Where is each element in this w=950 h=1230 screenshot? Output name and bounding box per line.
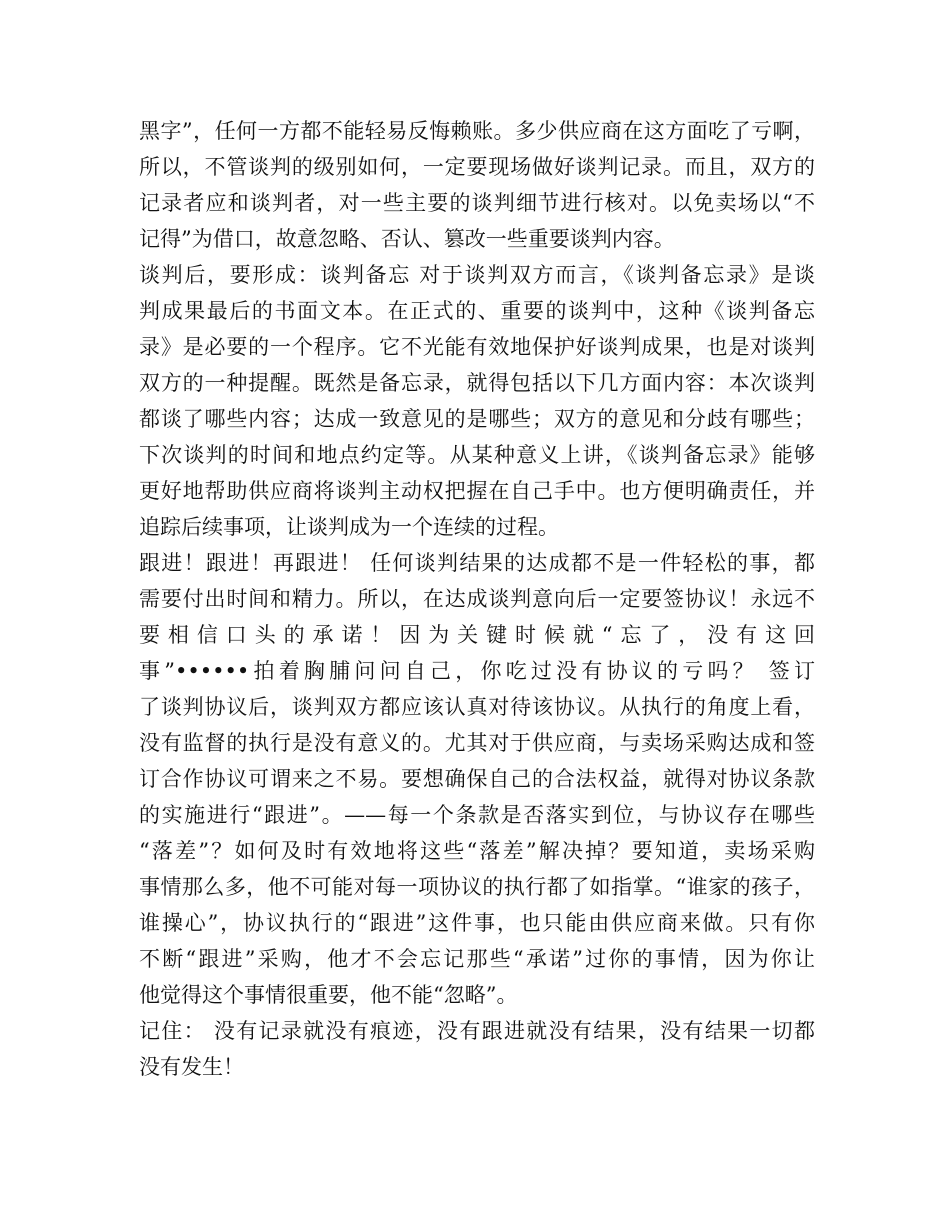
text-line: 黑字”，任何一方都不能轻易反悔赖账。多少供应商在这方面吃了亏啊， bbox=[139, 119, 815, 143]
text-line: 判成果最后的书面文本。在正式的、重要的谈判中，这种《谈判备忘 bbox=[139, 299, 815, 323]
text-line: 了谈判协议后，谈判双方都应该认真对待该协议。从执行的角度上看， bbox=[139, 695, 815, 719]
text-line: 谁操心”，协议执行的“跟进”这件事，也只能由供应商来做。只有你 bbox=[139, 911, 815, 935]
text-line: 谈判后，要形成：谈判备忘 对于谈判双方而言，《谈判备忘录》是谈 bbox=[139, 263, 815, 287]
text-line: 要相信口头的承诺！因为关键时候就“忘了，没有这回 bbox=[139, 623, 815, 647]
text-line: 记得”为借口，故意忽略、否认、篡改一些重要谈判内容。 bbox=[139, 227, 675, 251]
text-line: 录》是必要的一个程序。它不光能有效地保护好谈判成果，也是对谈判 bbox=[139, 335, 815, 359]
text-line: 事”••••••拍着胸脯问问自己，你吃过没有协议的亏吗？ 签订 bbox=[139, 659, 815, 683]
text-line: 跟进！跟进！再跟进！ 任何谈判结果的达成都不是一件轻松的事，都 bbox=[139, 551, 815, 575]
text-line: 记住： 没有记录就没有痕迹，没有跟进就没有结果，没有结果一切都 bbox=[139, 1019, 815, 1043]
text-line: 更好地帮助供应商将谈判主动权把握在自己手中。也方便明确责任，并 bbox=[139, 479, 815, 503]
text-line: “落差”？如何及时有效地将这些“落差”解决掉？要知道，卖场采购 bbox=[139, 839, 815, 863]
document-page bbox=[139, 113, 815, 1085]
text-line: 下次谈判的时间和地点约定等。从某种意义上讲，《谈判备忘录》能够 bbox=[139, 443, 815, 467]
text-line: 事情那么多，他不可能对每一项协议的执行都了如指掌。“谁家的孩子， bbox=[139, 875, 815, 899]
text-line: 记录者应和谈判者，对一些主要的谈判细节进行核对。以免卖场以“不 bbox=[139, 191, 815, 215]
text-line: 没有监督的执行是没有意义的。尤其对于供应商，与卖场采购达成和签 bbox=[139, 731, 815, 755]
text-line: 不断“跟进”采购，他才不会忘记那些“承诺”过你的事情，因为你让 bbox=[139, 947, 815, 971]
text-line: 没有发生！ bbox=[139, 1055, 244, 1079]
text-line: 双方的一种提醒。既然是备忘录，就得包括以下几方面内容：本次谈判 bbox=[139, 371, 815, 395]
text-line: 他觉得这个事情很重要，他不能“忽略”。 bbox=[139, 983, 518, 1007]
text-line: 需要付出时间和精力。所以，在达成谈判意向后一定要签协议！永远不 bbox=[139, 587, 815, 611]
text-line: 订合作协议可谓来之不易。要想确保自己的合法权益，就得对协议条款 bbox=[139, 767, 815, 791]
text-line: 所以，不管谈判的级别如何，一定要现场做好谈判记录。而且，双方的 bbox=[139, 155, 815, 179]
text-line: 追踪后续事项，让谈判成为一个连续的过程。 bbox=[139, 515, 559, 539]
text-line: 的实施进行“跟进”。——每一个条款是否落实到位，与协议存在哪些 bbox=[139, 803, 815, 827]
text-line: 都谈了哪些内容；达成一致意见的是哪些；双方的意见和分歧有哪些； bbox=[139, 407, 815, 431]
